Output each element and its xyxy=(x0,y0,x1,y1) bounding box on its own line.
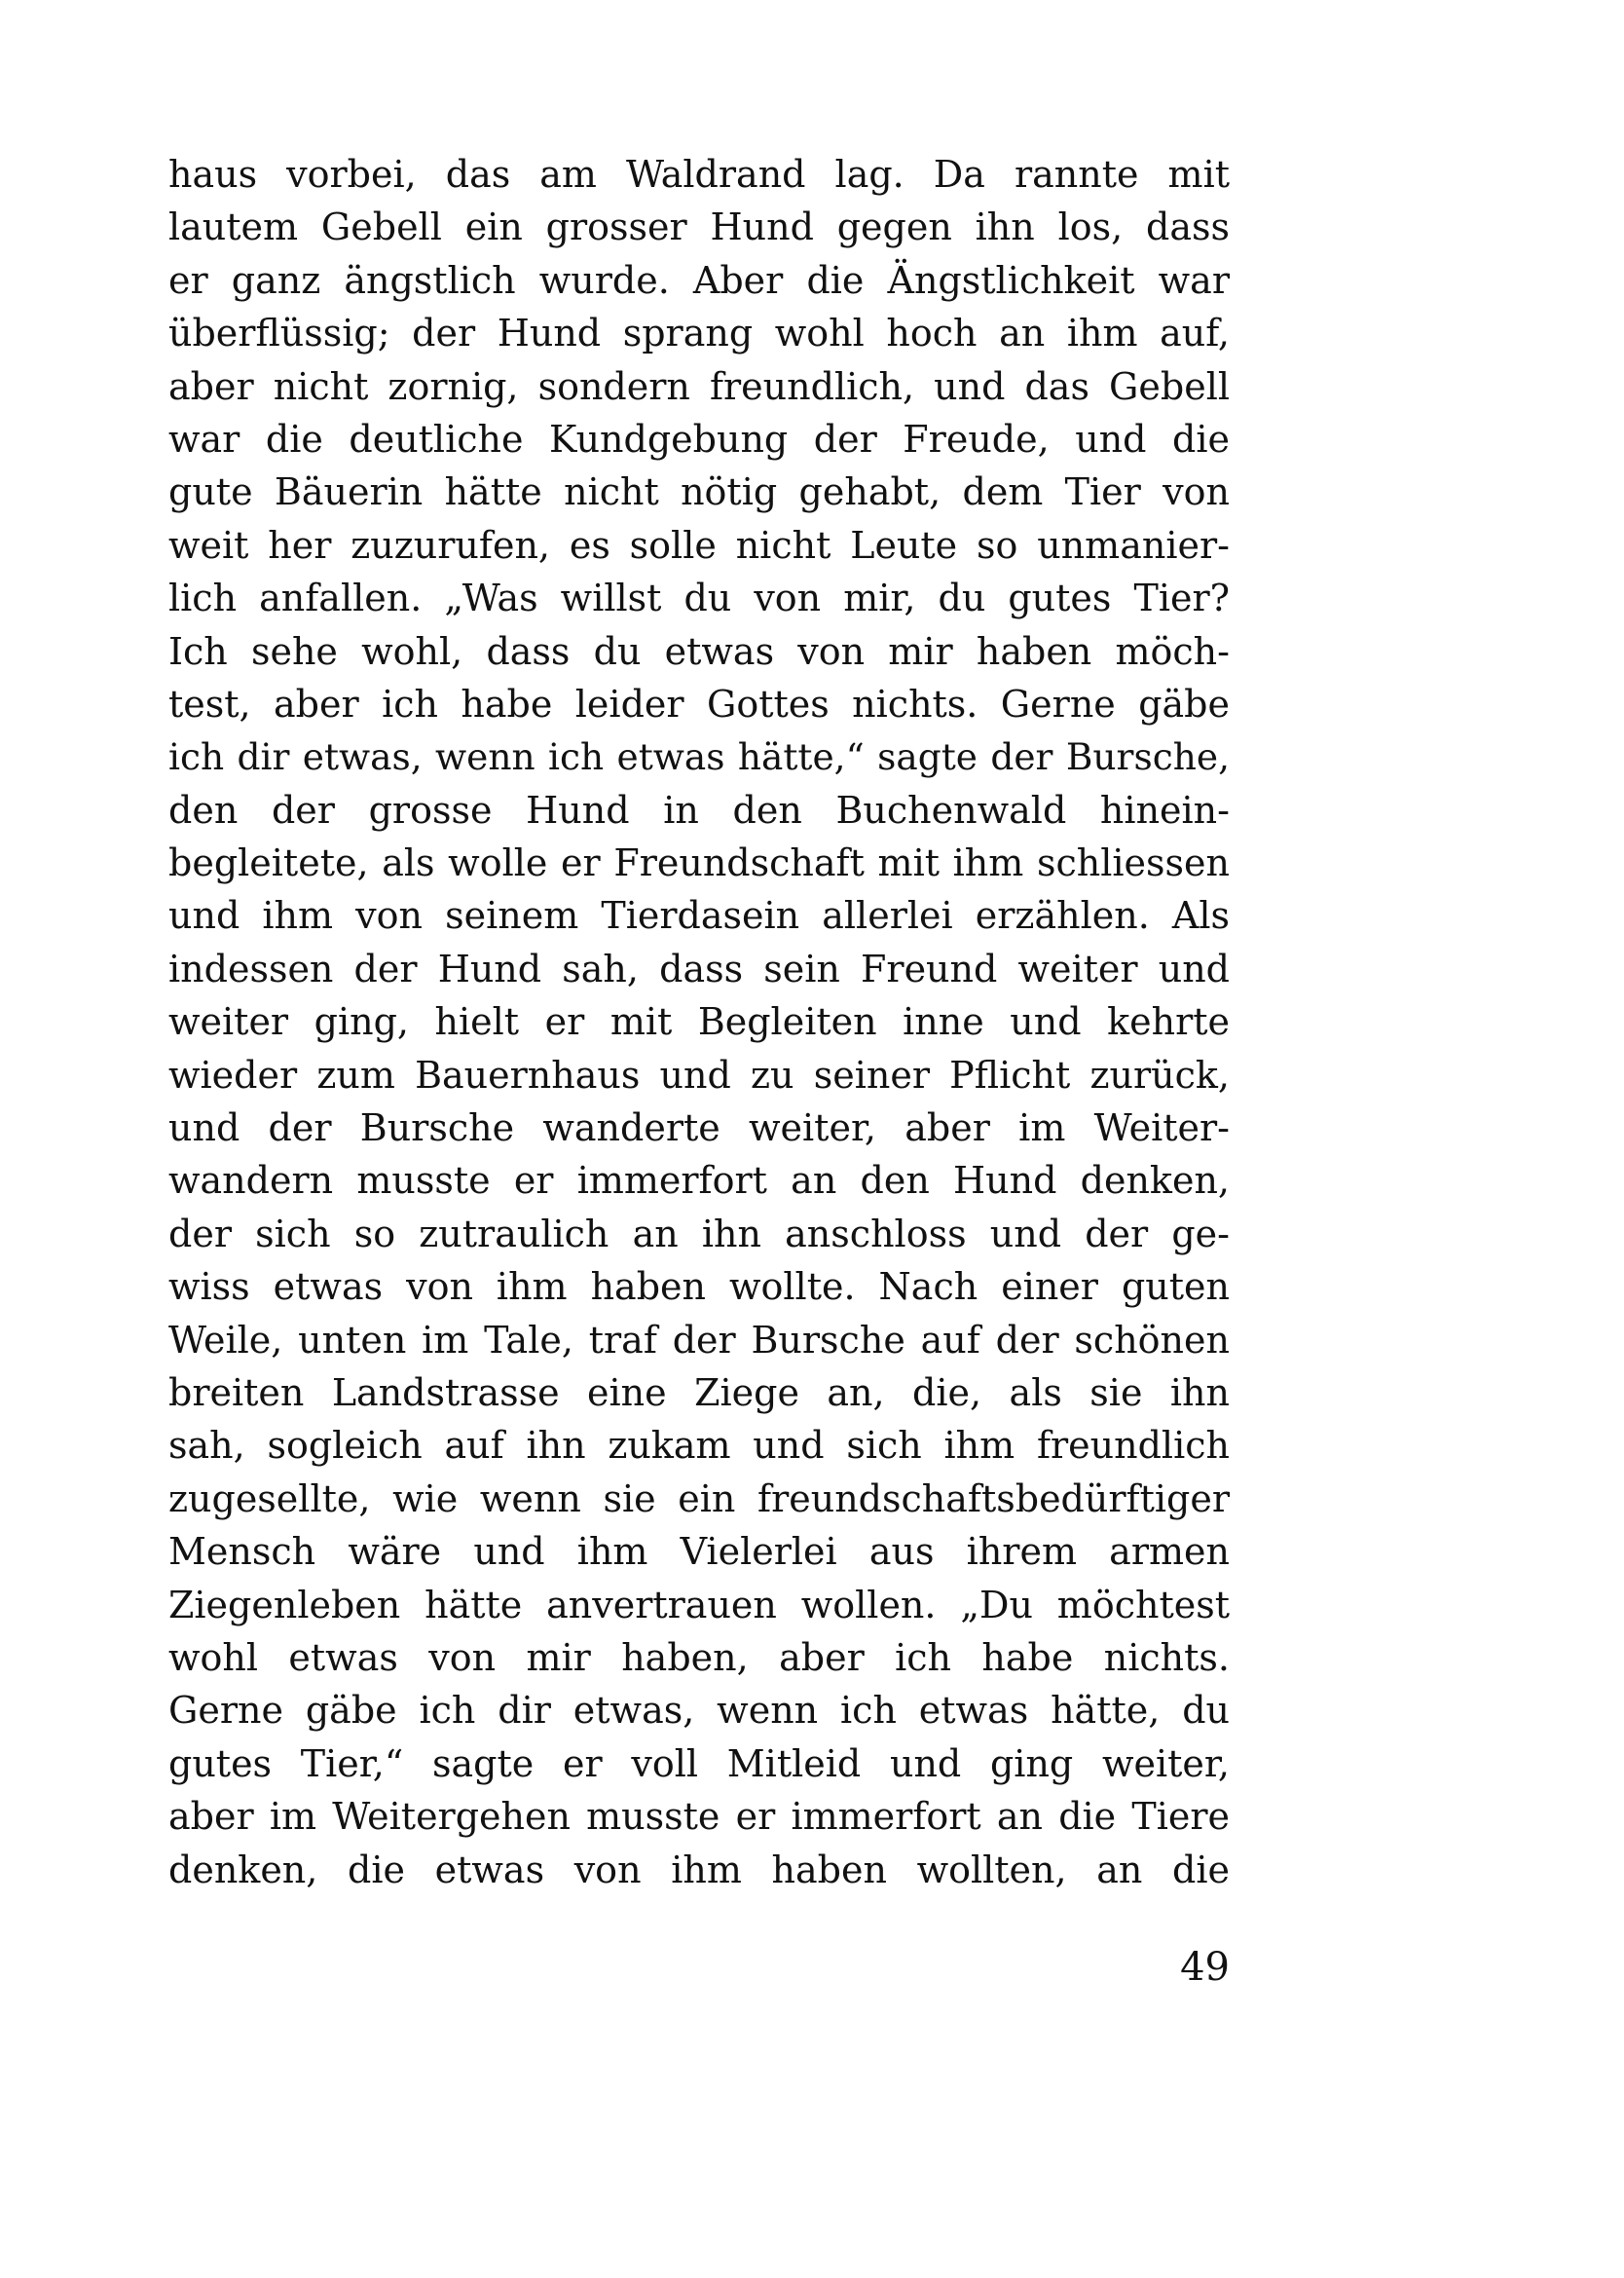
body-text xyxy=(168,148,1230,1896)
text-line: ich dir etwas, wenn ich etwas hätte,“ sagte der Bursche, xyxy=(168,735,1230,779)
text-line: gutes Tier,“ sagte er voll Mitleid und ging weiter, xyxy=(168,1741,1230,1785)
text-line: begleitete, als wolle er Freundschaft mit ihm schliessen xyxy=(168,841,1230,885)
text-line: denken, die etwas von ihm haben wollten, an die xyxy=(168,1848,1230,1891)
text-line: Gerne gäbe ich dir etwas, wenn ich etwas hätte, du xyxy=(168,1689,1230,1733)
text-line: Ich sehe wohl, dass du etwas von mir haben möch- xyxy=(168,629,1230,673)
text-line: Ziegenleben hätte anvertrauen wollen. „Du möchtest xyxy=(168,1583,1230,1626)
text-line: lautem Gebell ein grosser Hund gegen ihn los, dass xyxy=(168,205,1230,249)
page-number: 49 xyxy=(1180,1945,1230,1990)
text-line: weiter ging, hielt er mit Begleiten inne und kehrte xyxy=(168,1000,1230,1044)
text-line: breiten Landstrasse eine Ziege an, die, als sie ihn xyxy=(168,1370,1230,1414)
text-line: wiss etwas von ihm haben wollte. Nach einer guten xyxy=(168,1265,1230,1309)
text-line: sah, sogleich auf ihn zukam und sich ihm freundlich xyxy=(168,1424,1230,1468)
text-line: gute Bäuerin hätte nicht nötig gehabt, dem Tier von xyxy=(168,470,1230,514)
text-line: überflüssig; der Hund sprang wohl hoch an ihm auf, xyxy=(168,312,1230,355)
text-line: Weile, unten im Tale, traf der Bursche auf der schönen xyxy=(168,1318,1230,1362)
text-line: zugesellte, wie wenn sie ein freundschaftsbedürftiger xyxy=(168,1476,1230,1520)
text-line: der sich so zutraulich an ihn anschloss und der ge- xyxy=(168,1212,1230,1255)
text-line: weit her zuzurufen, es solle nicht Leute so unmanier- xyxy=(168,523,1230,567)
text-line: Mensch wäre und ihm Vielerlei aus ihrem armen xyxy=(168,1530,1230,1574)
text-line: indessen der Hund sah, dass sein Freund weiter und xyxy=(168,947,1230,990)
text-line: wandern musste er immerfort an den Hund denken, xyxy=(168,1159,1230,1203)
text-line: aber im Weitergehen musste er immerfort an die Tiere xyxy=(168,1795,1230,1839)
text-line: aber nicht zornig, sondern freundlich, und das Gebell xyxy=(168,364,1230,408)
text-line: den der grosse Hund in den Buchenwald hinein- xyxy=(168,788,1230,832)
text-line: er ganz ängstlich wurde. Aber die Ängstlichkeit war xyxy=(168,258,1230,302)
text-line: test, aber ich habe leider Gottes nichts. Gerne gäbe xyxy=(168,682,1230,726)
text-line: war die deutliche Kundgebung der Freude, und die xyxy=(168,417,1230,461)
text-line: wieder zum Bauernhaus und zu seiner Pflicht zurück, xyxy=(168,1053,1230,1097)
text-line: und der Bursche wanderte weiter, aber im Weiter- xyxy=(168,1106,1230,1150)
text-line: wohl etwas von mir haben, aber ich habe nichts. xyxy=(168,1635,1230,1679)
text-line: lich anfallen. „Was willst du von mir, du gutes Tier? xyxy=(168,577,1230,620)
text-line: und ihm von seinem Tierdasein allerlei erzählen. Als xyxy=(168,894,1230,938)
text-line: haus vorbei, das am Waldrand lag. Da rannte mit xyxy=(168,153,1230,196)
